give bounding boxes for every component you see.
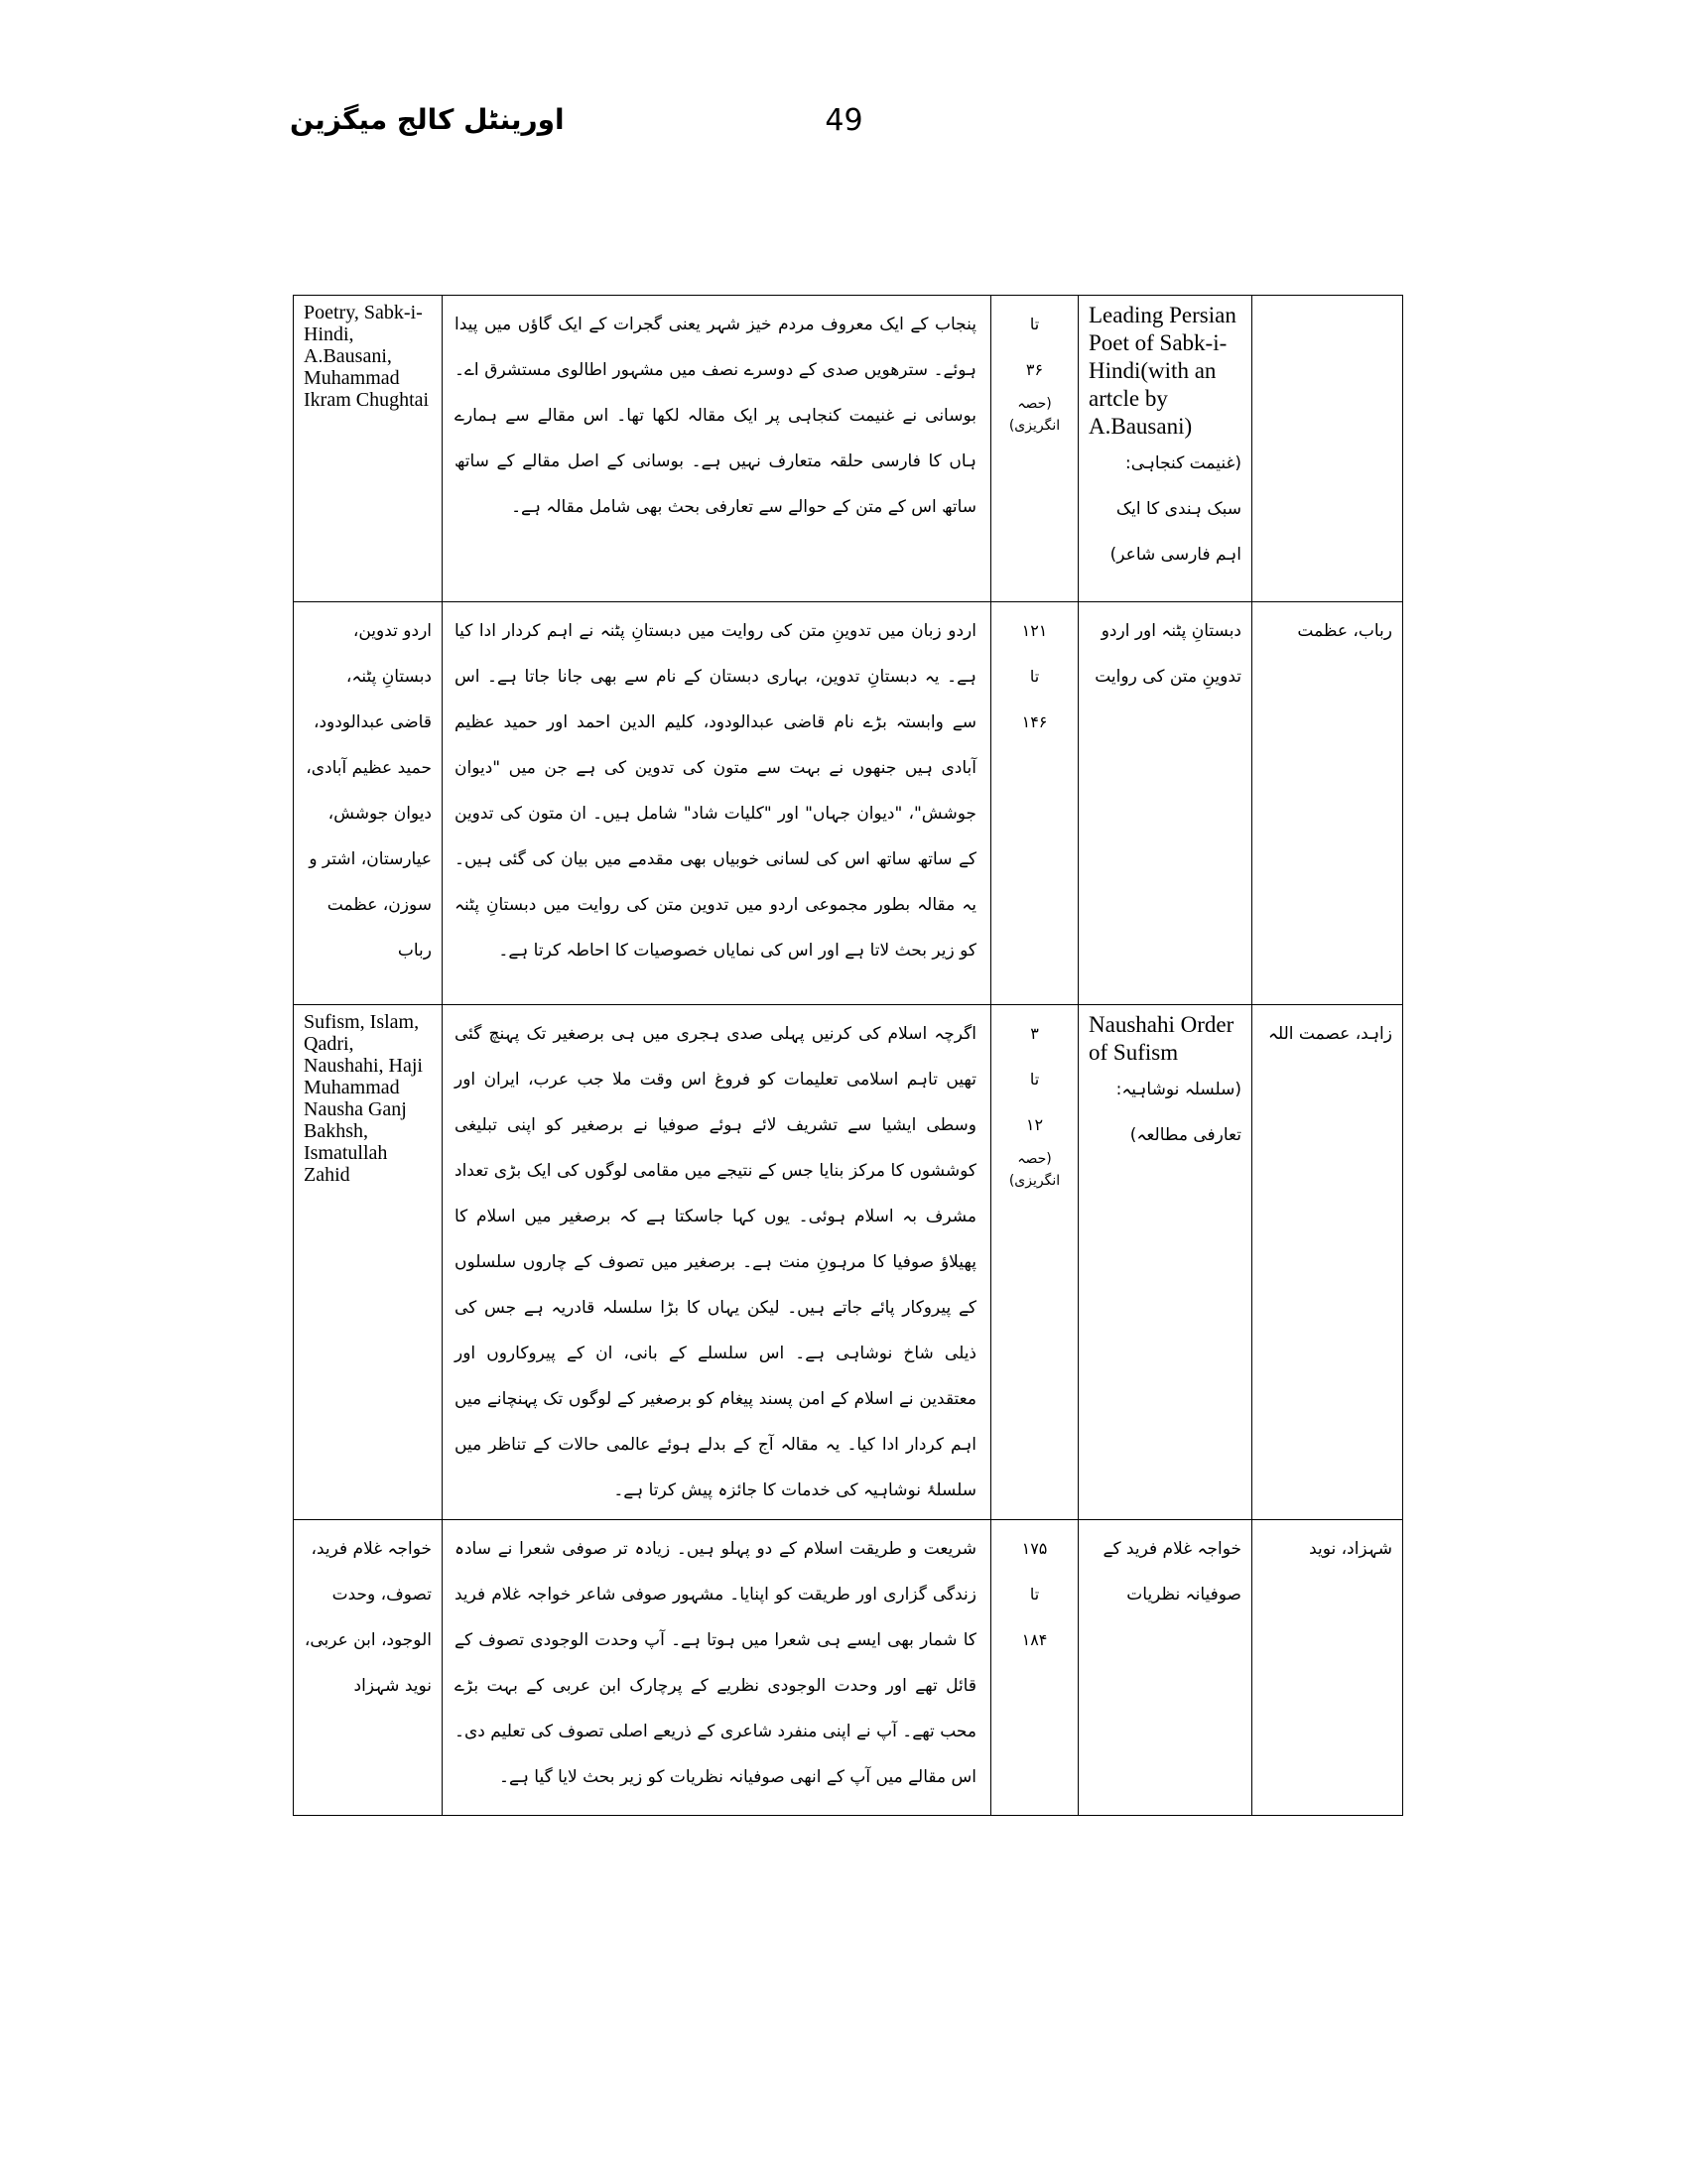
summary-cell: شریعت و طریقت اسلام کے دو پہلو ہیں۔ زیادہ تر صوفی شعرا نے سادہ زندگی گزاری اور طریقت کو اپنایا۔ مشہور صوفی شاعر خواجہ غلام فرید کا شمار بھی ایسے ہی شعرا میں ہوتا ہے۔ آپ وحدت الوجودی تصوف کے قائل تھے اور وحدت الوجودی نظریے کے پرچارک ابن عربی کے بہت بڑے محب تھے۔ آپ نے اپنی منفرد شاعری کے ذریعے اصلی تصوف کی تعلیم دی۔ اس مقالے میں آپ کے انھی صوفیانہ نظریات کو زیر بحث لایا گیا ہے۔ (443, 1520, 991, 1816)
article-index-table (293, 295, 1403, 1816)
pages-to: ۳۶ (1025, 360, 1044, 379)
title-cell: خواجہ غلام فرید کے صوفیانہ نظریات (1079, 1520, 1252, 1816)
table-row (294, 1005, 1403, 1520)
pages-to-label: تا (1029, 315, 1040, 333)
author-cell: زاہد، عصمت اللہ (1252, 1005, 1403, 1520)
keywords-cell: خواجہ غلام فرید، تصوف، وحدت الوجود، ابن عربی، نوید شہزاد (294, 1520, 443, 1816)
pages-from: ۳ (1030, 1024, 1039, 1043)
title-cell (1079, 296, 1252, 602)
title-en: Naushahi Order of Sufism (1089, 1012, 1234, 1065)
keywords-cell: اردو تدوین، دبستانِ پٹنہ، قاضی عبدالودود، حمید عظیم آبادی، دیوان جوشش، عیارستان، اشتر و سوزن، عظمت رباب (294, 602, 443, 1005)
pages-cell (991, 1005, 1079, 1520)
pages-from: ۱۷۵ (1021, 1539, 1048, 1558)
page-number: 49 (825, 103, 863, 138)
pages-note: (حصہ انگریزی) (1008, 1151, 1061, 1189)
pages-from: ۱۲۱ (1021, 621, 1048, 640)
pages-cell (991, 296, 1079, 602)
author-cell: رباب، عظمت (1252, 602, 1403, 1005)
pages-to: ۱۲ (1025, 1115, 1044, 1134)
pages-to-label: تا (1029, 667, 1040, 686)
title-ur: (سلسلہ نوشاہیہ: تعارفی مطالعہ) (1115, 1080, 1241, 1145)
summary-cell: اردو زبان میں تدوینِ متن کی روایت میں دبستانِ پٹنہ نے اہم کردار ادا کیا ہے۔ یہ دبستانِ تدوین، بہاری دبستان کے نام سے بھی جانا جاتا ہے۔ اس سے وابستہ بڑے نام قاضی عبدالودود، کلیم الدین احمد اور حمید عظیم آبادی ہیں جنھوں نے بہت سے متون کی تدوین کی ہے جن میں "دیوان جوشش"، "دیوان جہاں" اور "کلیات شاد" شامل ہیں۔ ان متون کی تدوین کے ساتھ ساتھ اس کی لسانی خوبیاں بھی مقدمے میں بیان کی گئی ہیں۔ یہ مقالہ بطور مجموعی اردو میں تدوین متن کی روایت میں دبستانِ پٹنہ کو زیر بحث لاتا ہے اور اس کی نمایاں خصوصیات کا احاطہ کرتا ہے۔ (443, 602, 991, 1005)
title-ur: (غنیمت کنجاہی: سبک ہندی کا ایک اہم فارسی شاعر) (1109, 453, 1241, 565)
pages-note: (حصہ انگریزی) (1008, 396, 1061, 434)
author-cell: شہزاد، نوید (1252, 1520, 1403, 1816)
pages-cell (991, 602, 1079, 1005)
pages-to: ۱۴۶ (1021, 712, 1048, 731)
table-row (294, 602, 1403, 1005)
title-en: Leading Persian Poet of Sabk-i-Hindi(with an artcle by A.Bausani) (1089, 303, 1236, 439)
journal-title: اورینٹل کالج میگزین (290, 103, 565, 136)
pages-cell (991, 1520, 1079, 1816)
title-cell: دبستانِ پٹنہ اور اردو تدوینِ متن کی روایت (1079, 602, 1252, 1005)
pages-to: ۱۸۴ (1021, 1630, 1048, 1649)
keywords-cell: Poetry, Sabk-i-Hindi, A.Bausani, Muhammad Ikram Chughtai (294, 296, 443, 602)
pages-to-label: تا (1029, 1070, 1040, 1089)
summary-cell: اگرچہ اسلام کی کرنیں پہلی صدی ہجری میں ہی برصغیر تک پہنچ گئی تھیں تاہم اسلامی تعلیمات کو فروغ اس وقت ملا جب عرب، ایران اور وسطی ایشیا سے تشریف لائے ہوئے صوفیا نے برصغیر کو اپنی تبلیغی کوششوں کا مرکز بنایا جس کے نتیجے میں مقامی لوگوں کی ایک بڑی تعداد مشرف بہ اسلام ہوئی۔ یوں کہا جاسکتا ہے کہ برصغیر میں اسلام کا پھیلاؤ صوفیا کا مرہونِ منت ہے۔ برصغیر میں تصوف کے چاروں سلسلوں کے پیروکار پائے جاتے ہیں۔ لیکن یہاں کا بڑا سلسلہ قادریہ ہے جس کی ذیلی شاخ نوشاہی ہے۔ اس سلسلے کے بانی، ان کے پیروکاروں اور معتقدین نے اسلام کے امن پسند پیغام کو برصغیر کے لوگوں تک پہنچانے میں اہم کردار ادا کیا۔ یہ مقالہ آج کے بدلے ہوئے عالمی حالات کے تناظر میں سلسلۂ نوشاہیہ کی خدمات کا جائزہ پیش کرتا ہے۔ (443, 1005, 991, 1520)
table-row (294, 1520, 1403, 1816)
pages-to-label: تا (1029, 1585, 1040, 1604)
table-row (294, 296, 1403, 602)
title-cell (1079, 1005, 1252, 1520)
summary-cell: پنجاب کے ایک معروف مردم خیز شہر یعنی گجرات کے ایک گاؤں میں پیدا ہوئے۔ سترھویں صدی کے دوسرے نصف میں مشہور اطالوی مستشرق اے۔ بوسانی نے غنیمت کنجاہی پر ایک مقالہ لکھا تھا۔ اس مقالے سے ہمارے ہاں کا فارسی حلقہ متعارف نہیں ہے۔ بوسانی کے اصل مقالے کے ساتھ ساتھ اس کے متن کے حوالے سے تعارفی بحث بھی شامل مقالہ ہے۔ (443, 296, 991, 602)
keywords-cell: Sufism, Islam, Qadri, Naushahi, Haji Muhammad Nausha Ganj Bakhsh, Ismatullah Zahid (294, 1005, 443, 1520)
author-cell (1252, 296, 1403, 602)
